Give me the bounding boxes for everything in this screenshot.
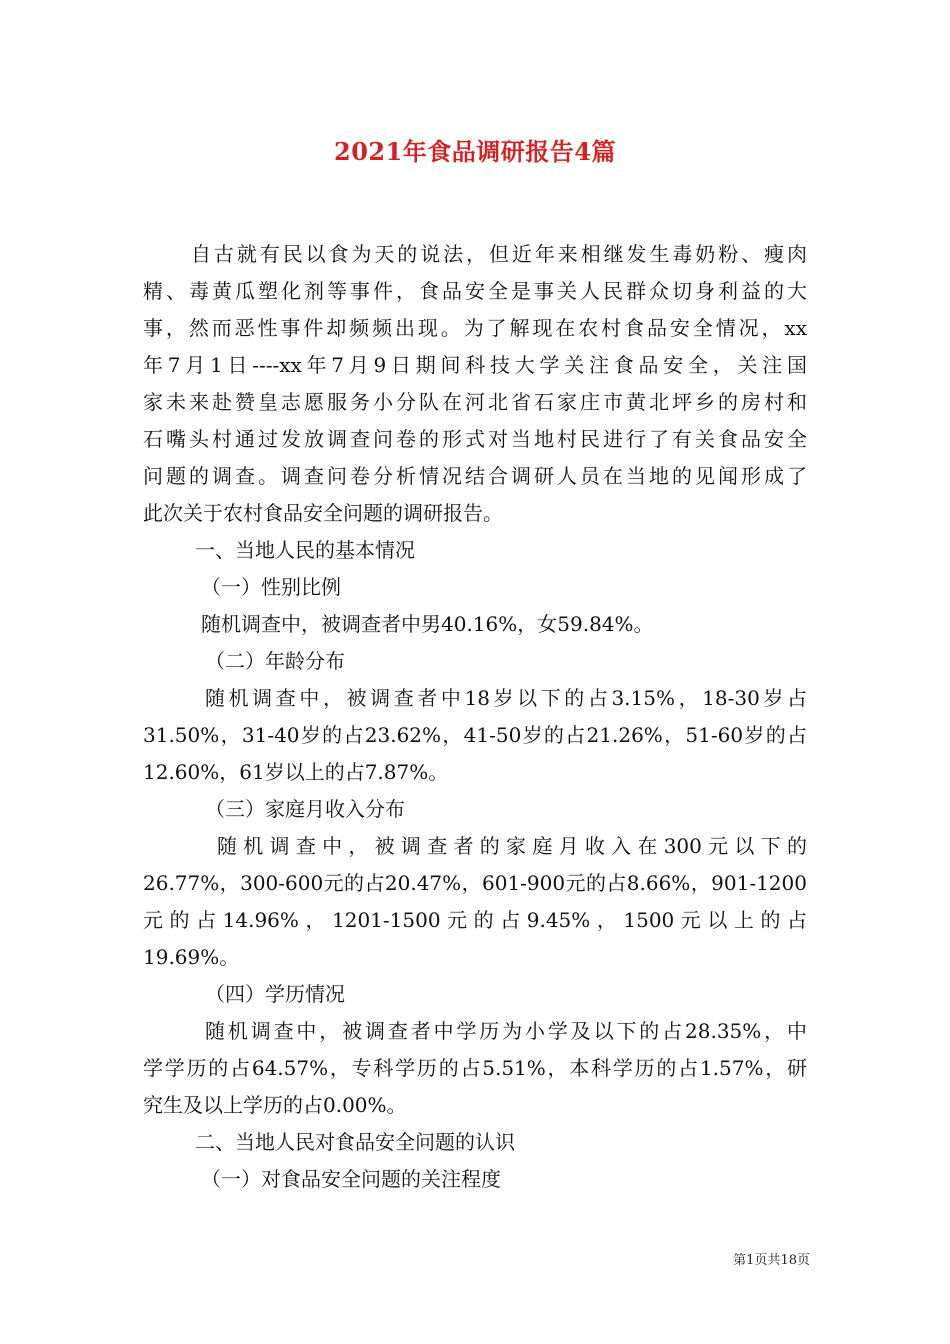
paragraph-line: 学学历的占64.57%，专科学历的占5.51%，本科学历的占1.57%，研 <box>143 1056 807 1080</box>
paragraph-line: 随机调查中，被调查者中学历为小学及以下的占28.35%，中 <box>205 1019 807 1043</box>
subsection-heading: （一）对食品安全问题的关注程度 <box>201 1167 501 1191</box>
page-footer: 第1页共18页 <box>733 1253 810 1268</box>
subsection-heading: （二）年龄分布 <box>205 649 345 673</box>
intro-line: 年7月1日----xx年7月9日期间科技大学关注食品安全，关注国 <box>143 353 807 377</box>
subsection-heading: （一）性别比例 <box>201 575 341 599</box>
intro-line: 石嘴头村通过发放调查问卷的形式对当地村民进行了有关食品安全 <box>143 427 807 451</box>
section-heading: 一、当地人民的基本情况 <box>195 538 415 562</box>
intro-line: 此次关于农村食品安全问题的调研报告。 <box>143 501 503 525</box>
paragraph-line: 随机调查中，被调查者的家庭月收入在300元以下的 <box>217 834 807 858</box>
paragraph-line: 19.69%。 <box>143 945 240 969</box>
subsection-heading: （四）学历情况 <box>205 982 345 1006</box>
paragraph-line: 元的占14.96%，1201-1500元的占9.45%，1500元以上的占 <box>143 908 807 932</box>
section-heading: 二、当地人民对食品安全问题的认识 <box>195 1130 515 1154</box>
intro-line: 自古就有民以食为天的说法，但近年来相继发生毒奶粉、瘦肉 <box>191 242 807 266</box>
subsection-heading: （三）家庭月收入分布 <box>205 797 405 821</box>
paragraph-line: 26.77%，300-600元的占20.47%，601-900元的占8.66%，901-1200 <box>143 871 807 895</box>
intro-paragraph <box>143 236 807 532</box>
paragraph-line: 究生及以上学历的占0.00%。 <box>143 1093 407 1117</box>
intro-line: 事，然而恶性事件却频频出现。为了解现在农村食品安全情况，xx <box>143 316 807 340</box>
paragraph-line: 随机调查中，被调查者中男40.16%，女59.84%。 <box>201 612 654 636</box>
document-body <box>143 236 807 1198</box>
paragraph-line: 12.60%，61岁以上的占7.87%。 <box>143 760 449 784</box>
paragraph-line: 随机调查中，被调查者中18岁以下的占3.15%，18-30岁占 <box>205 686 807 710</box>
intro-line: 问题的调查。调查问卷分析情况结合调研人员在当地的见闻形成了 <box>143 464 807 488</box>
paragraph-line: 31.50%，31-40岁的占23.62%，41-50岁的占21.26%，51-60岁的占 <box>143 723 807 747</box>
intro-line: 家未来赴赞皇志愿服务小分队在河北省石家庄市黄北坪乡的房村和 <box>143 390 807 414</box>
intro-line: 精、毒黄瓜塑化剂等事件，食品安全是事关人民群众切身利益的大 <box>143 279 807 303</box>
document-title: 2021年食品调研报告4篇 <box>334 137 616 166</box>
